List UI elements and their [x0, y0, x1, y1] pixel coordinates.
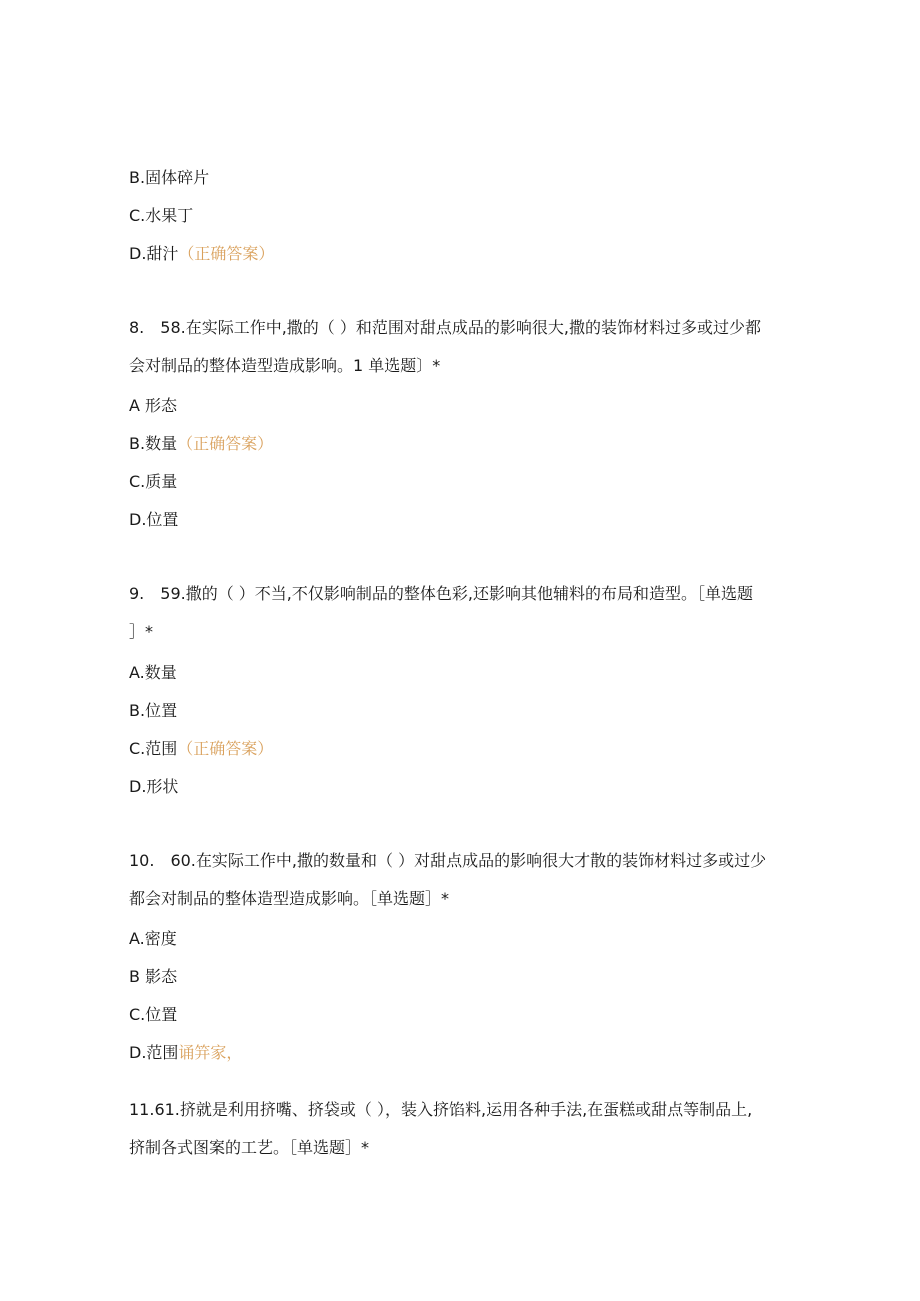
option-q7-b [129, 167, 209, 189]
option-text: D.位置 [129, 510, 179, 529]
option-q9-b [129, 700, 177, 722]
option-text: A 形态 [129, 396, 178, 415]
option-q9-c [129, 738, 273, 760]
option-text: C.位置 [129, 1005, 178, 1024]
option-text: D.甜汁 [129, 244, 179, 263]
correct-answer-mark: （正确答案） [177, 434, 274, 453]
correct-answer-mark: （正确答案） [178, 244, 275, 263]
question-8-stem-line-1: 8. 58.在实际工作中,撒的（ ）和范围对甜点成品的影响很大,撒的装饰材料过多或过少都 [129, 318, 761, 337]
option-text: D.范围 [129, 1043, 179, 1062]
option-q8-b [129, 433, 273, 455]
option-q7-d [129, 243, 274, 265]
correct-answer-mark: 诵笄家， [178, 1043, 243, 1062]
question-10-stem-line-2: 都会对制品的整体造型造成影响。［单选题］* [129, 889, 450, 908]
question-11-stem-line-2: 挤制各式图案的工艺。［单选题］* [129, 1138, 370, 1157]
option-text: C.质量 [129, 472, 178, 491]
option-q8-d [129, 509, 178, 531]
option-text: B.数量 [129, 434, 178, 453]
option-q10-c [129, 1004, 177, 1026]
option-q9-d [129, 776, 178, 798]
option-text: C.范围 [129, 739, 178, 758]
option-text: D.形状 [129, 777, 179, 796]
correct-answer-mark: （正确答案） [177, 739, 274, 758]
question-9-stem-line-2: ］* [129, 622, 154, 641]
option-text: A.数量 [129, 663, 177, 682]
question-10-stem-line-1: 10. 60.在实际工作中,撒的数量和（ ）对甜点成品的影响很大才散的装饰材料过多或过少 [129, 851, 767, 870]
question-8-stem-line-2: 会对制品的整体造型造成影响。1 单选题〕* [129, 356, 441, 375]
option-text: C.水果丁 [129, 206, 194, 225]
option-q7-c [129, 205, 193, 227]
option-q10-d [129, 1042, 242, 1064]
option-text: A.密度 [129, 929, 177, 948]
option-text: B 影态 [129, 967, 178, 986]
option-q10-a [129, 928, 177, 950]
question-11-stem-line-1: 11.61.挤就是利用挤嘴、挤袋或（ ），装入挤馅料,运用各种手法,在蛋糕或甜点等制品上, [129, 1100, 753, 1119]
option-q10-b [129, 966, 177, 988]
option-q8-c [129, 471, 177, 493]
option-q8-a [129, 395, 177, 417]
option-text: B.固体碎片 [129, 168, 210, 187]
question-9-stem-line-1: 9. 59.撒的（ ）不当,不仅影响制品的整体色彩,还影响其他辅料的布局和造型。［单选题 [129, 584, 753, 603]
option-text: B.位置 [129, 701, 178, 720]
option-q9-a [129, 662, 177, 684]
